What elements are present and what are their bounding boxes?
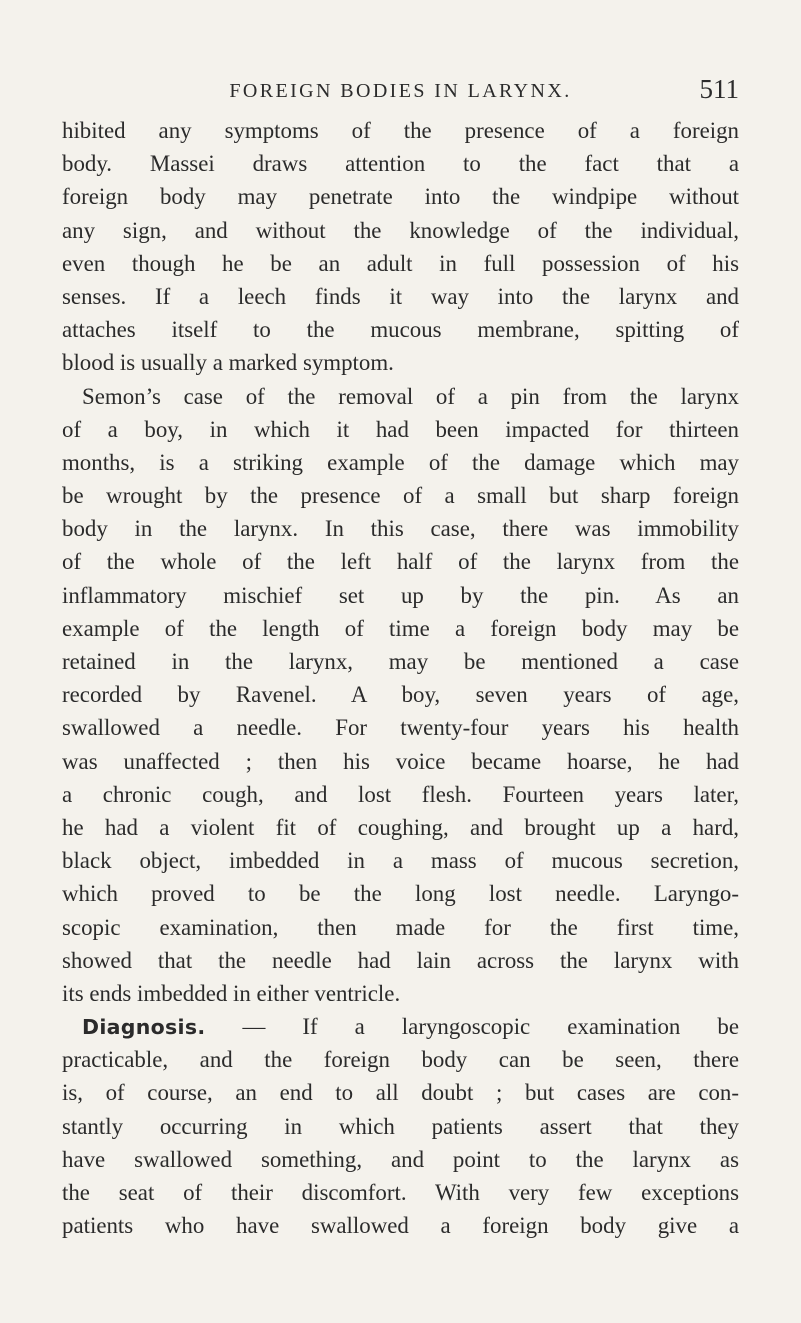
text-line: swallowed a needle. For twenty-four years his health <box>62 715 739 741</box>
text-line: showed that the needle had lain across the larynx with <box>62 947 739 973</box>
text-line: its ends imbedded in either ventricle. <box>62 980 401 1006</box>
text-line: be wrought by the presence of a small but sharp foreign <box>62 483 739 509</box>
text-line: Semon’s case of the removal of a pin from the larynx <box>82 383 739 409</box>
text-line: body. Massei draws attention to the fact that a <box>62 151 739 177</box>
text-line: have swallowed something, and point to the larynx as <box>62 1146 739 1172</box>
text-line: retained in the larynx, may be mentioned a case <box>62 649 739 674</box>
text-line: of a boy, in which it had been impacted for thirteen <box>62 416 739 442</box>
text-line: inflammatory mischief set up by the pin. As an <box>62 582 739 608</box>
running-title: FOREIGN BODIES IN LARYNX. <box>229 80 572 102</box>
text-line: which proved to be the long lost needle. Laryngo- <box>62 881 739 907</box>
text-line: even though he be an adult in full possession of his <box>62 250 739 276</box>
text-line: hibited any symptoms of the presence of a foreign <box>62 118 739 143</box>
text-line: practicable, and the foreign body can be seen, there <box>62 1047 739 1073</box>
text-line: blood is usually a marked symptom. <box>62 350 394 376</box>
text-line: any sign, and without the knowledge of the individual, <box>62 217 739 243</box>
diagnosis-first-line <box>62 1010 739 1043</box>
text-line: was unaffected ; then his voice became hoarse, he had <box>62 748 739 774</box>
page-number: 511 <box>699 74 739 104</box>
text-line: he had a violent fit of coughing, and brought up a hard, <box>62 814 739 840</box>
text-line: is, of course, an end to all doubt ; but cases are con- <box>62 1080 739 1106</box>
running-head <box>0 74 801 114</box>
text-line: patients who have swallowed a foreign body give a <box>62 1213 739 1239</box>
text-line: a chronic cough, and lost flesh. Fourteen years later, <box>62 781 739 807</box>
text-line: months, is a striking example of the damage which may <box>62 449 739 475</box>
body-text <box>62 114 739 1242</box>
text-line: foreign body may penetrate into the windpipe without <box>62 184 739 210</box>
text-line: the seat of their discomfort. With very few exceptions <box>62 1180 739 1205</box>
section-heading-diagnosis: Diagnosis. <box>82 1015 206 1040</box>
text-line: black object, imbedded in a mass of mucous secretion, <box>62 848 739 874</box>
text-line: example of the length of time a foreign body may be <box>62 615 739 641</box>
text-line: of the whole of the left half of the larynx from the <box>62 549 739 575</box>
text-line: senses. If a leech finds it way into the larynx and <box>62 283 739 309</box>
diagnosis-first-line-text: — If a laryngoscopic examination be <box>205 1014 739 1040</box>
text-line: attaches itself to the mucous membrane, spitting of <box>62 317 739 343</box>
text-line: body in the larynx. In this case, there was immobility <box>62 516 739 542</box>
text-line: scopic examination, then made for the first time, <box>62 914 739 940</box>
text-line: stantly occurring in which patients assert that they <box>62 1113 739 1139</box>
text-line: recorded by Ravenel. A boy, seven years of age, <box>62 682 739 708</box>
